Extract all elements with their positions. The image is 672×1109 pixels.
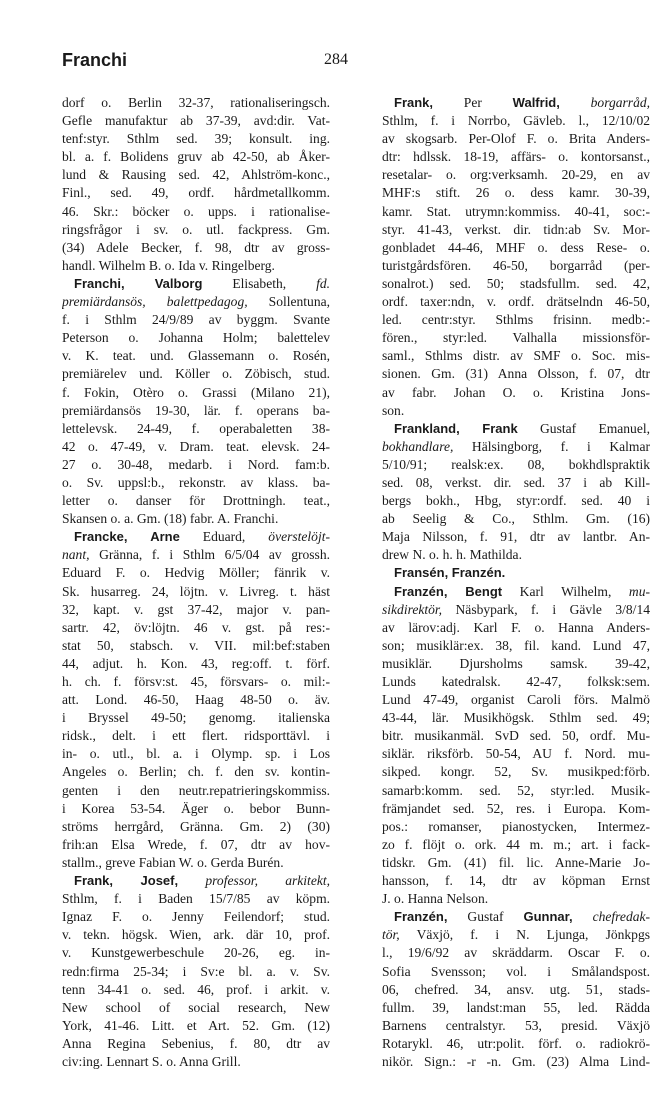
text-line: Maja Nilsson, f. 91, dtr av lantbr. An-	[382, 529, 650, 545]
text-span	[573, 909, 593, 924]
text-line: av skogsarb. Per-Olof F. o. Brita Anders-	[382, 131, 650, 147]
text-line: bergs bokh., Hbg, styr:ordf. sed. 40 i	[382, 493, 650, 509]
text-line: New school of social research, New	[62, 999, 330, 1015]
text-line: handl. Wilhelm B. o. Ida v. Ringelberg.	[62, 257, 275, 273]
text-line: i Korea 53-54. Äger o. bebor Bunn-	[62, 800, 330, 816]
text-line: styr. 41-43, verkst. dir. tidn:ab Sv. Mor-	[382, 221, 650, 237]
text-line: Gefle manufaktur ab 37-39, avd:dir. Vat-	[62, 113, 330, 129]
entry-headword: Francke, Arne	[74, 529, 180, 545]
text-line	[62, 872, 330, 890]
text-line: ab Seelig & Co., Sthlm. Gm. (16)	[382, 511, 650, 527]
text-line: bl. a. f. Bolidens gruv ab 42-50, ab Åker-	[62, 149, 330, 165]
text-line: Eduard F. o. Hedvig Möller; fänrik v.	[62, 565, 330, 581]
text-line: Barnens centralstyr. 53, presid. Växjö	[382, 1017, 650, 1033]
entry-headword: Gunnar,	[523, 909, 573, 925]
text-line: Lunds katedralsk. 42-47, folksk:sem.	[382, 674, 650, 689]
text-line: pos.: romanser, pianostycken, Intermez-	[382, 818, 650, 834]
text-line	[382, 583, 650, 601]
text-span	[560, 95, 591, 110]
entry-title-italic: mu-	[628, 583, 650, 599]
text-line	[382, 420, 650, 438]
text-line: genten i den neutr.repatrieringskommiss.	[62, 782, 330, 798]
text-line: 32, kapt. v. gst 37-42, major v. pan-	[62, 601, 330, 617]
entry-title-italic: överstelöjt-	[268, 529, 330, 545]
text-line: tenn 34-41 o. sed. 46, prof. i arkit. v.	[62, 981, 330, 997]
text-span: Elisabeth,	[202, 275, 317, 291]
text-span: Sollentuna,	[247, 294, 330, 310]
text-span: Eduard,	[179, 529, 269, 545]
entry-headword: Franzén,	[394, 909, 448, 925]
entry-title-italic: premiärdansös, balettpedagog,	[62, 294, 248, 310]
text-line: fören., styr:led. Valhalla missionsför-	[382, 330, 650, 346]
text-line: sikped. kongr. 52, Sv. musikped:förb.	[382, 764, 650, 780]
text-line: J. o. Hanna Nelson.	[382, 891, 489, 907]
text-line: Lund 47-49, organist Caroli förs. Malmö	[382, 692, 650, 708]
text-line: v. K. teat. und. Glassemann o. Rosén,	[62, 348, 330, 364]
text-line: civ:ing. Lennart S. o. Anna Grill.	[62, 1053, 241, 1069]
entry-headword: Walfrid,	[512, 95, 560, 110]
text-line: turistgårdsfören. 46-50, borgarråd (per-	[382, 257, 650, 273]
text-line	[382, 564, 650, 582]
text-line: Sthlm, f. i Baden 15/7/85 av köpm.	[62, 891, 330, 907]
text-span: Per	[433, 95, 513, 110]
entry-title-italic: tör,	[382, 927, 400, 943]
text-line: redn:firma 25-34; i Sv:e bl. a. v. Sv.	[62, 963, 330, 979]
entry-title-italic: sikdirektör,	[382, 601, 443, 617]
entry-title-italic: nant,	[62, 547, 90, 563]
entry-headword: Franzén, Bengt	[394, 583, 503, 599]
text-line: Peterson o. Johanna Holm; balettelev	[62, 330, 330, 346]
text-line: f. i Sthlm 24/9/89 av byggm. Svante	[62, 312, 330, 328]
text-line: drew N. o. h. h. Mathilda.	[382, 547, 522, 563]
text-line: att. Lond. 46-50, Haag 48-50 o. äv.	[62, 692, 330, 708]
running-head	[62, 50, 610, 74]
text-line: gonbladet 44-46, MHF o. dess Rese- o.	[382, 239, 650, 255]
text-line: Anna Regina Sebenius, f. 80, dtr av	[62, 1035, 330, 1051]
text-line: h. ch. f. försv:st. 45, försvars- o. mil:-	[62, 674, 330, 689]
text-line: in- o. utl., bl. a. i Olymp. sp. i Los	[62, 746, 330, 762]
text-line: dtr: hdlssk. 18-19, affärs- o. kontorsanst.,	[382, 149, 650, 165]
text-span: Gustaf Emanuel,	[517, 420, 650, 436]
text-line: 06, chefred. 34, ansv. utg. 51, stads-	[382, 981, 650, 997]
text-span: Näsbypark, f. i Gävle 3/8/14	[442, 601, 650, 617]
entry-title-italic: bokhandlare,	[382, 438, 454, 454]
text-line: dorf o. Berlin 32-37, rationaliseringsch.	[62, 95, 330, 110]
text-line	[382, 908, 650, 926]
text-line: lettelevsk. 24-49, f. operabaletten 38-	[62, 420, 330, 436]
text-line: son; musiklär:ex. 38, fil. kand. Lund 47,	[382, 637, 650, 653]
text-line: sonalrot.) sed. 50; stadsfullm. sed. 42,	[382, 275, 650, 291]
page-number: 284	[324, 51, 348, 68]
text-line: nikör. Sign.: -r -n. Gm. (23) Alma Lind-	[382, 1053, 650, 1069]
text-line: MHF:s stift. 26 o. dess kamr. 30-39,	[382, 185, 650, 201]
text-line: 42 o. 47-49, v. Dram. teat. elevsk. 24-	[62, 438, 330, 454]
text-line: f. Fokin, Otèro o. Grassi (Milano 21),	[62, 384, 330, 400]
text-line: son.	[382, 402, 405, 418]
text-line: o. Sv. uppsl:b., rekonstr. av klass. ba-	[62, 474, 330, 490]
text-line: sed. 08, verkst. dir. sed. 37 i ab Kill-	[382, 474, 650, 490]
text-line: frih:an Elsa Wrede, f. 07, dtr av hov-	[62, 836, 330, 852]
text-line: stallm., greve Fabian W. o. Gerda Burén.	[62, 854, 284, 870]
text-line: kamr. Stat. utrymn:kommiss. 40-41, soc:-	[382, 203, 650, 219]
text-line: v. tekn. högsk. Wien, ark. där 10, prof.	[62, 927, 330, 943]
text-line: i Bryssel 49-50; genomg. italienska	[62, 710, 330, 726]
text-line	[382, 94, 650, 112]
text-line: resetalar- o. org:verksamh. 20-29, en av	[382, 167, 650, 183]
text-line: zo f. flöjt o. ork. 44 m. m.; art. i fack-	[382, 836, 650, 852]
text-line: York, 41-46. Litt. et Art. 52. Gm. (12)	[62, 1017, 330, 1033]
text-line	[382, 438, 650, 456]
text-line	[62, 546, 330, 564]
text-line	[62, 528, 330, 546]
left-column	[62, 94, 330, 1071]
text-line: Sthlm, f. i Norrbo, Gävleb. l., 12/10/02	[382, 113, 650, 129]
text-line: sionen. Gm. (31) Anna Olsson, f. 07, dtr	[382, 366, 650, 382]
entry-headword: Frankland, Frank	[394, 420, 518, 436]
text-line: tenf:styr. Sthlm sed. 39; konsult. ing.	[62, 131, 330, 147]
text-line: bitr. musikanmäl. SvD sed. 50, ordf. Mu-	[382, 728, 650, 744]
text-line: 27 o. 30-48, medarb. i Nord. fam:b.	[62, 456, 330, 472]
text-line: Skansen o. a. Gm. (18) fabr. A. Franchi.	[62, 511, 279, 527]
text-span: Växjö, f. i N. Ljunga, Jönkpgs	[399, 927, 650, 943]
text-line: 44, adjut. h. Kon. 43, reg:off. t. förf.	[62, 655, 330, 671]
entry-title-italic: chefredak-	[592, 909, 650, 925]
text-line	[382, 601, 650, 619]
entry-headword: Frank, Josef,	[74, 873, 179, 889]
text-line: v. Kunstgewerbeschule 20-26, eg. in-	[62, 945, 330, 961]
right-column	[382, 94, 650, 1071]
text-line: samarb:komm. sed. 52, styr:led. Musik-	[382, 782, 650, 798]
text-line: Sk. husarreg. 24, löjtn. v. Livreg. t. häst	[62, 583, 330, 599]
text-line: ströms herrgård, Gränna. Gm. 2) (30)	[62, 818, 330, 834]
text-line: musiklär. Djursholms samsk. 39-42,	[382, 655, 650, 671]
text-span: Gränna, f. i Sthlm 6/5/04 av grossh.	[89, 547, 330, 563]
text-span: Hälsingborg, f. i Kalmar	[453, 438, 650, 454]
entry-title-italic: fd.	[316, 275, 330, 291]
text-line: Sofia Svensson; vol. i Smålandspost.	[382, 963, 650, 979]
text-line: lund & Rausing sed. 42, Ahlström-konc.,	[62, 167, 330, 183]
text-line: l., 19/6/92 av skräddarm. Oscar F. o.	[382, 945, 650, 961]
entry-title-italic: professor, arkitekt,	[205, 873, 330, 889]
text-line: sartr. 42, öv:löjtn. 46 v. gst. på res:-	[62, 619, 330, 635]
text-line: siklär. riksförb. 50-54, AU f. Nord. mu-	[382, 746, 650, 762]
text-line: letter o. danser för Drottningh. teat.,	[62, 493, 330, 509]
text-span	[178, 873, 205, 888]
text-line	[62, 293, 330, 311]
text-line: 46. Skr.: böcker o. upps. i rationalise-	[62, 203, 330, 219]
text-line: (34) Adele Becker, f. 98, dtr av gross-	[62, 239, 330, 255]
text-line: Finl., sed. 49, ordf. hårdmetallkomm.	[62, 185, 330, 201]
text-span: Karl Wilhelm,	[502, 583, 629, 599]
text-line: stat 50, stabsch. v. VII. mil:bef:staben	[62, 637, 330, 653]
text-line	[62, 275, 330, 293]
entry-headword: Fransén, Franzén.	[394, 565, 506, 581]
text-line: 43-44, lär. Musikhögsk. Sthlm sed. 49;	[382, 710, 650, 726]
text-line	[382, 926, 650, 944]
text-line: Rotarykl. 46, utr:polit. förf. o. radiokrö-	[382, 1035, 650, 1051]
text-line: Angeles o. Berlin; ch. f. den sv. kontin-	[62, 764, 330, 780]
text-line: av fabr. Johan O. o. Kristina Jons-	[382, 384, 650, 400]
entry-title-italic: borgarråd,	[590, 95, 650, 110]
text-line: premiärelev und. Köller o. Zöbisch, stud.	[62, 366, 330, 382]
text-line: ringsfrågor i sv. o. utl. fackpress. Gm.	[62, 221, 330, 237]
text-line: saml., Sthlms distr. av SMF o. Soc. mis-	[382, 348, 650, 364]
text-line: ordf. taxer:ndn, v. ordf. drätselndn 46-50,	[382, 294, 650, 310]
text-line: premiärdansös 19-30, lär. f. operans ba-	[62, 402, 330, 418]
text-line: hansson, f. 14, dtr av köpman Ernst	[382, 873, 650, 889]
text-line: led. centr:styr. Sthlms frisinn. medb:-	[382, 312, 650, 328]
text-line: fullm. 39, landst:man 55, led. Rädda	[382, 999, 650, 1015]
text-line: 5/10/91; realsk:ex. 08, bokhdlspraktik	[382, 456, 650, 472]
text-line: tidskr. Gm. (41) fil. lic. Anne-Marie Jo-	[382, 854, 650, 870]
text-line: ridsk., delt. i ett flert. ridsporttävl. i	[62, 728, 330, 744]
text-line: Ignaz F. o. Jenny Feilendorf; stud.	[62, 909, 330, 925]
text-span: Gustaf	[447, 909, 524, 925]
entry-headword: Franchi, Valborg	[74, 275, 203, 291]
text-line: av lärov:adj. Karl F. o. Hanna Anders-	[382, 619, 650, 635]
running-head-title: Franchi	[62, 50, 128, 70]
entry-headword: Frank,	[394, 95, 434, 110]
text-line: främjandet sed. 52, res. i Europa. Kom-	[382, 800, 650, 816]
